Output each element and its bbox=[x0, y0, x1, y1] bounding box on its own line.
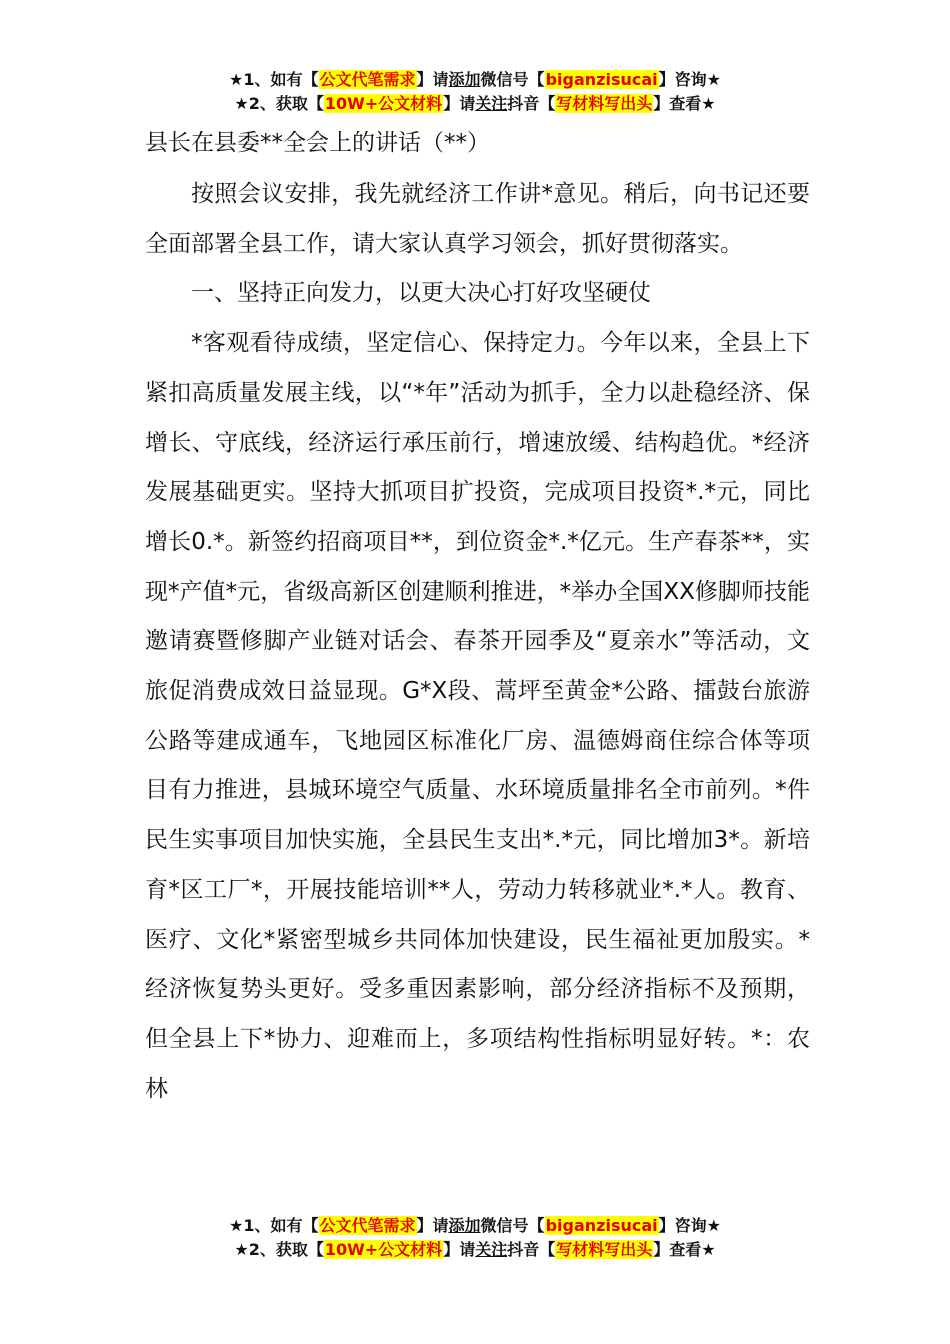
document-body bbox=[145, 170, 810, 1114]
promo-highlight: 写材料写出头 bbox=[556, 1240, 653, 1259]
promo-text: ★1、如有【 bbox=[229, 70, 319, 89]
promo-line-2 bbox=[0, 1238, 950, 1262]
promo-highlight: biganzisucai bbox=[545, 1216, 658, 1235]
promo-highlight: 写材料写出头 bbox=[556, 94, 653, 113]
promo-text: 微信号【 bbox=[480, 1216, 545, 1235]
promo-line-1 bbox=[0, 1214, 950, 1238]
paragraph: *客观看待成绩，坚定信心、保持定力。今年以来，全县上下紧扣高质量发展主线，以“*年”活动为抓手，全力以赴稳经济、保增长、守底线，经济运行承压前行，增速放缓、结构趋优。*经济发展基础更实。坚持大抓项目扩投资，完成项目投资*.*元，同比增长0.*。新签约招商项目**，到位资金*.*亿元。生产春茶**，实现*产值*元，省级高新区创建顺利推进，*举办全国XX修脚师技能邀请赛暨修脚产业链对话会、春茶开园季及“夏亲水”等活动，文旅促消费成效日益显现。G*X段、蒿坪至黄金*公路、擂鼓台旅游公路等建成通车，飞地园区标准化厂房、温德姆商住综合体等项目有力推进，县城环境空气质量、水环境质量排名全市前列。*件民生实事项目加快实施，全县民生支出*.*元，同比增加3*。新培育*区工厂*，开展技能培训**人，劳动力转移就业*.*人。教育、医疗、文化*紧密型城乡共同体加快建设，民生福祉更加殷实。*经济恢复势头更好。受多重因素影响，部分经济指标不及预期，但全县上下*协力、迎难而上，多项结构性指标明显好转。*：农林 bbox=[145, 330, 810, 1102]
promo-highlight: 公文代笔需求 bbox=[319, 1216, 416, 1235]
promo-line-2 bbox=[0, 92, 950, 116]
promo-text: ★2、获取【 bbox=[234, 94, 324, 113]
paragraph: 按照会议安排，我先就经济工作讲*意见。稍后，向书记还要全面部署全县工作，请大家认真学习领会，抓好贯彻落实。 bbox=[145, 181, 810, 257]
promo-text: 】查看★ bbox=[653, 94, 716, 113]
promo-highlight: biganzisucai bbox=[545, 70, 658, 89]
promo-text: 】请 bbox=[443, 94, 476, 113]
header-promo-banner bbox=[0, 68, 950, 116]
promo-highlight: 10W+公文材料 bbox=[324, 1240, 443, 1259]
document-title: 县长在县委**全会上的讲话（**） bbox=[145, 130, 490, 156]
promo-text: 抖音【 bbox=[507, 1240, 556, 1259]
promo-highlight: 10W+公文材料 bbox=[324, 94, 443, 113]
promo-text: ★2、获取【 bbox=[234, 1240, 324, 1259]
promo-line-1 bbox=[0, 68, 950, 92]
promo-underline: 关注 bbox=[475, 94, 508, 113]
section-heading: 一、坚持正向发力，以更大决心打好攻坚硬仗 bbox=[191, 280, 651, 307]
promo-text: ★1、如有【 bbox=[229, 1216, 319, 1235]
promo-underline: 添加 bbox=[448, 1216, 481, 1235]
promo-text: 】请 bbox=[416, 70, 449, 89]
promo-text: 抖音【 bbox=[507, 94, 556, 113]
promo-text: 】请 bbox=[443, 1240, 476, 1259]
footer-promo-banner bbox=[0, 1214, 950, 1262]
promo-text: 微信号【 bbox=[480, 70, 545, 89]
promo-highlight: 公文代笔需求 bbox=[319, 70, 416, 89]
promo-underline: 关注 bbox=[475, 1240, 508, 1259]
promo-text: 】请 bbox=[416, 1216, 449, 1235]
promo-underline: 添加 bbox=[448, 70, 481, 89]
promo-text: 】咨询★ bbox=[658, 1216, 721, 1235]
promo-text: 】咨询★ bbox=[658, 70, 721, 89]
promo-text: 】查看★ bbox=[653, 1240, 716, 1259]
